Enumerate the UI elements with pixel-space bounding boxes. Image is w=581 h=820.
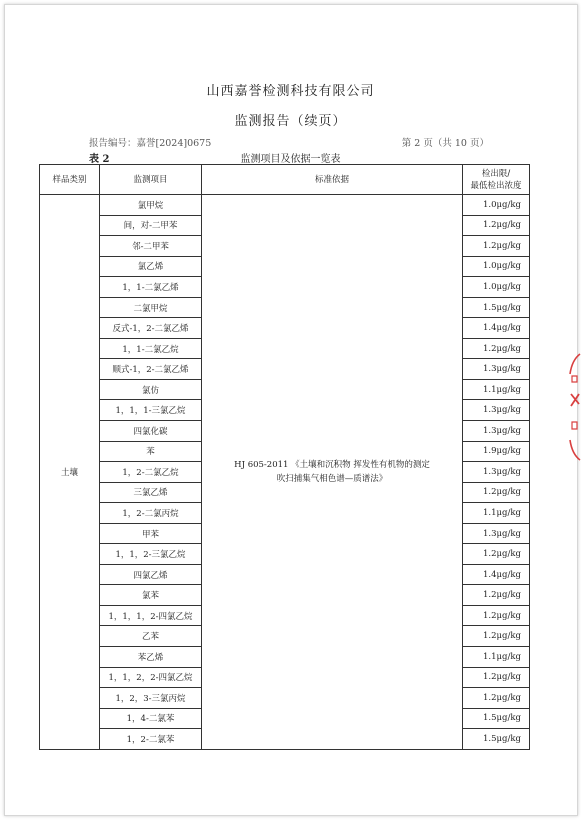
detection-limit-cell: 1.3μg/kg xyxy=(463,359,530,380)
monitoring-item-cell: 氯苯 xyxy=(100,585,202,606)
header-limit-line2: 最低检出浓度 xyxy=(470,180,522,191)
detection-limit-cell: 1.2μg/kg xyxy=(463,338,530,359)
table-header-row xyxy=(40,165,530,195)
monitoring-item-cell: 1，2-二氯乙烷 xyxy=(100,462,202,483)
monitoring-item-cell: 1，1，2-三氯乙烷 xyxy=(100,544,202,565)
monitoring-item-cell: 1，2-二氯丙烷 xyxy=(100,503,202,524)
standard-basis-line2: 吹扫捕集气相色谱—质谱法》 xyxy=(276,473,388,484)
detection-limit-cell: 1.1μg/kg xyxy=(463,503,530,524)
monitoring-item-cell: 1，1，1，2-四氯乙烷 xyxy=(100,605,202,626)
detection-limit-cell: 1.5μg/kg xyxy=(463,297,530,318)
report-title: 监测报告（续页） xyxy=(234,114,347,129)
detection-limit-cell: 1.3μg/kg xyxy=(463,400,530,421)
monitoring-item-cell: 反式-1，2-二氯乙烯 xyxy=(100,318,202,339)
detection-limit-cell: 1.2μg/kg xyxy=(463,585,530,606)
table-body xyxy=(40,195,530,750)
detection-limit-cell: 1.2μg/kg xyxy=(463,236,530,257)
monitoring-item-cell: 顺式-1，2-二氯乙烯 xyxy=(100,359,202,380)
monitoring-item-cell: 苯 xyxy=(100,441,202,462)
header-item: 监测项目 xyxy=(100,165,202,195)
monitoring-item-cell: 氯甲烷 xyxy=(100,195,202,216)
monitoring-item-cell: 邻-二甲苯 xyxy=(100,236,202,257)
standard-basis-line1: HJ 605-2011 《土壤和沉积物 挥发性有机物的测定 xyxy=(234,459,430,470)
header-limit-line1: 检出限/ xyxy=(481,168,511,179)
detection-limit-cell: 1.1μg/kg xyxy=(463,647,530,668)
detection-limit-cell: 1.4μg/kg xyxy=(463,318,530,339)
monitoring-item-cell: 甲苯 xyxy=(100,523,202,544)
monitoring-item-cell: 1，1-二氯乙烯 xyxy=(100,277,202,298)
monitoring-item-cell: 三氯乙烯 xyxy=(100,482,202,503)
detection-limit-cell: 1.2μg/kg xyxy=(463,482,530,503)
detection-limit-cell: 1.3μg/kg xyxy=(463,523,530,544)
detection-limit-cell: 1.3μg/kg xyxy=(463,421,530,442)
report-number: 报告编号：嘉誉[2024]0675 xyxy=(89,138,212,149)
monitoring-item-cell: 1，1，2，2-四氯乙烷 xyxy=(100,667,202,688)
sample-category-cell: 土壤 xyxy=(40,195,100,750)
table-row xyxy=(40,195,530,216)
detection-limit-cell: 1.5μg/kg xyxy=(463,708,530,729)
monitoring-item-cell: 氯仿 xyxy=(100,379,202,400)
standard-basis-cell xyxy=(202,195,463,750)
monitoring-item-cell: 四氯化碳 xyxy=(100,421,202,442)
header-limit xyxy=(463,165,530,195)
monitoring-item-cell: 氯乙烯 xyxy=(100,256,202,277)
header-standard: 标准依据 xyxy=(202,165,463,195)
detection-limit-cell: 1.2μg/kg xyxy=(463,544,530,565)
detection-limit-cell: 1.3μg/kg xyxy=(463,462,530,483)
monitoring-item-cell: 间，对-二甲苯 xyxy=(100,215,202,236)
monitoring-item-cell: 四氯乙烯 xyxy=(100,564,202,585)
monitoring-table xyxy=(39,164,530,750)
monitoring-item-cell: 1，4-二氯苯 xyxy=(100,708,202,729)
table-title: 监测项目及依据一览表 xyxy=(240,154,341,165)
monitoring-item-cell: 乙苯 xyxy=(100,626,202,647)
detection-limit-cell: 1.2μg/kg xyxy=(463,626,530,647)
monitoring-item-cell: 二氯甲烷 xyxy=(100,297,202,318)
monitoring-item-cell: 1，2-二氯苯 xyxy=(100,729,202,750)
detection-limit-cell: 1.2μg/kg xyxy=(463,215,530,236)
detection-limit-cell: 1.4μg/kg xyxy=(463,564,530,585)
monitoring-item-cell: 1，2，3-三氯丙烷 xyxy=(100,688,202,709)
detection-limit-cell: 1.0μg/kg xyxy=(463,277,530,298)
detection-limit-cell: 1.0μg/kg xyxy=(463,256,530,277)
detection-limit-cell: 1.5μg/kg xyxy=(463,729,530,750)
table-number: 表 2 xyxy=(89,154,110,165)
detection-limit-cell: 1.9μg/kg xyxy=(463,441,530,462)
detection-limit-cell: 1.2μg/kg xyxy=(463,605,530,626)
detection-limit-cell: 1.2μg/kg xyxy=(463,667,530,688)
monitoring-item-cell: 苯乙烯 xyxy=(100,647,202,668)
detection-limit-cell: 1.0μg/kg xyxy=(463,195,530,216)
monitoring-item-cell: 1，1，1-三氯乙烷 xyxy=(100,400,202,421)
detection-limit-cell: 1.1μg/kg xyxy=(463,379,530,400)
header-category: 样品类别 xyxy=(40,165,100,195)
page-info: 第 2 页（共 10 页） xyxy=(401,138,489,149)
monitoring-item-cell: 1，1-二氯乙烷 xyxy=(100,338,202,359)
company-name: 山西嘉誉检测科技有限公司 xyxy=(206,84,375,99)
detection-limit-cell: 1.2μg/kg xyxy=(463,688,530,709)
seal-stamp-fragment xyxy=(566,352,581,462)
